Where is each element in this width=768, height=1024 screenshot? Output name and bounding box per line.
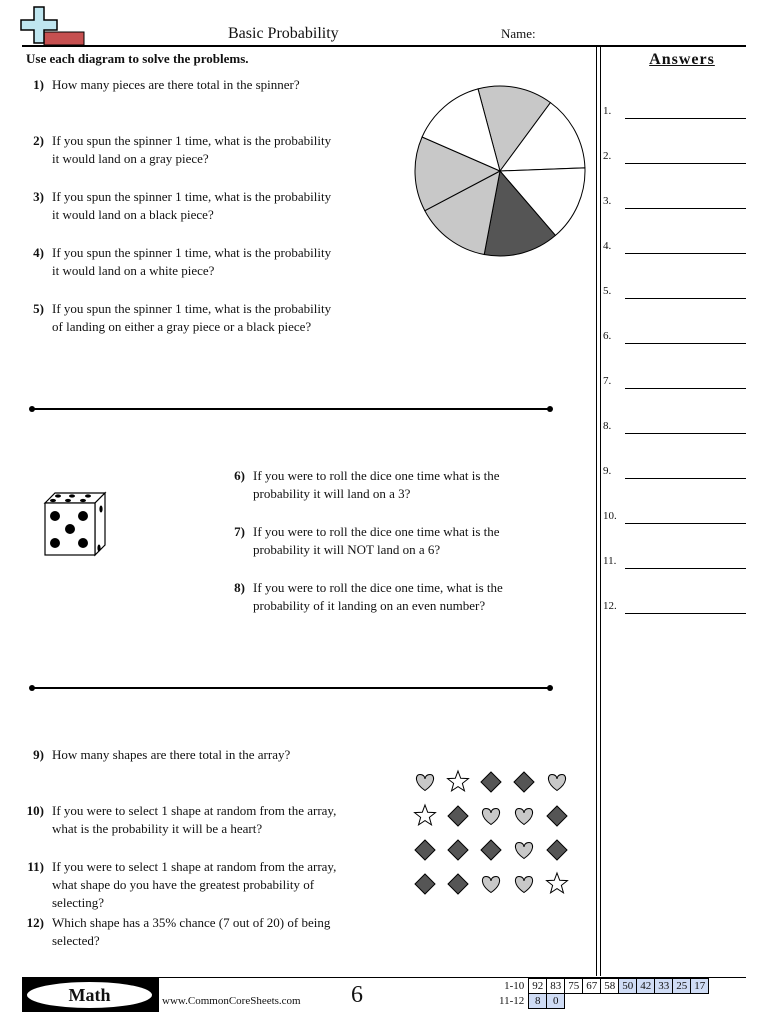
heart-icon (515, 843, 532, 859)
question-text: If you spun the spinner 1 time, what is the probability (52, 189, 332, 204)
question-text: If you were to select 1 shape at random from the array, (52, 803, 337, 818)
score-cell: 8 (529, 994, 547, 1009)
plus-logo-icon (20, 6, 86, 48)
score-cell: 83 (547, 979, 565, 994)
score-cell: 75 (565, 979, 583, 994)
answer-column-divider (596, 46, 597, 976)
star-icon (547, 873, 568, 893)
score-cell: 92 (529, 979, 547, 994)
score-row-label: 11-12 (499, 995, 525, 1007)
question-number: 2) (33, 133, 44, 148)
answer-blank-8[interactable] (625, 433, 746, 434)
score-table (496, 978, 709, 1009)
question-number: 6) (234, 468, 245, 483)
question-number: 12) (26, 915, 44, 930)
question-number: 1) (33, 77, 44, 92)
question-text: it would land on a gray piece? (52, 151, 209, 166)
answer-blank-2[interactable] (625, 163, 746, 164)
question-text: If you spun the spinner 1 time, what is the probability (52, 301, 332, 316)
question-text: If you spun the spinner 1 time, what is the probability (52, 245, 332, 260)
question-text: probability it will NOT land on a 6? (253, 542, 441, 557)
diamond-icon (448, 874, 468, 894)
score-cell: 25 (673, 979, 691, 994)
math-badge (22, 978, 159, 1012)
answer-number: 1. (603, 105, 612, 117)
question-text: what is the probability it will be a heart? (52, 821, 263, 836)
question-text: If you spun the spinner 1 time, what is the probability (52, 133, 332, 148)
heart-icon (515, 809, 532, 825)
question-text: How many pieces are there total in the spinner? (52, 77, 300, 92)
answer-column-divider-inner (600, 46, 601, 976)
diamond-icon (481, 840, 501, 860)
answer-blank-5[interactable] (625, 298, 746, 299)
question-text: it would land on a white piece? (52, 263, 215, 278)
diamond-icon (448, 840, 468, 860)
question-text: probability it will land on a 3? (253, 486, 411, 501)
question-number: 3) (33, 189, 44, 204)
answer-number: 4. (603, 240, 612, 252)
logo-bar (44, 32, 84, 45)
answers-title: Answers (649, 51, 715, 68)
question-text: If you were to roll the dice one time, what is the (253, 580, 503, 595)
answer-blank-9[interactable] (625, 478, 746, 479)
answer-blank-6[interactable] (625, 343, 746, 344)
header-rule (22, 45, 746, 47)
heart-icon (482, 809, 499, 825)
score-cell: 33 (655, 979, 673, 994)
question-number: 4) (33, 245, 44, 260)
website-link[interactable]: www.CommonCoreSheets.com (162, 995, 301, 1007)
score-cell: 42 (637, 979, 655, 994)
answer-number: 6. (603, 330, 612, 342)
question-text: selected? (52, 933, 100, 948)
question-text: If you were to roll the dice one time what is the (253, 524, 500, 539)
instructions: Use each diagram to solve the problems. (26, 51, 249, 66)
question-number: 10) (26, 803, 44, 818)
star-icon (448, 771, 469, 791)
answer-number: 3. (603, 195, 612, 207)
answer-number: 8. (603, 420, 612, 432)
question-text: How many shapes are there total in the array? (52, 747, 291, 762)
diamond-icon (547, 806, 567, 826)
question-text: If you were to select 1 shape at random from the array, (52, 859, 337, 874)
question-number: 9) (33, 747, 44, 762)
answer-number: 12. (603, 600, 617, 612)
score-row-label: 1-10 (504, 980, 525, 992)
star-icon (415, 805, 436, 825)
answer-number: 9. (603, 465, 612, 477)
shape-array (408, 766, 576, 902)
heart-icon (515, 877, 532, 893)
answer-blank-4[interactable] (625, 253, 746, 254)
score-cell: 50 (619, 979, 637, 994)
grade-number: 6 (351, 982, 363, 1008)
question-text: selecting? (52, 895, 104, 910)
question-text: of landing on either a gray piece or a black piece? (52, 319, 312, 334)
answer-number: 10. (603, 510, 617, 522)
answer-number: 5. (603, 285, 612, 297)
math-label: Math (27, 982, 152, 1008)
answer-blank-3[interactable] (625, 208, 746, 209)
page-title: Basic Probability (228, 25, 339, 42)
score-row (496, 994, 709, 1009)
diamond-icon (514, 772, 534, 792)
question-text: probability of it landing on an even number? (253, 598, 486, 613)
question-number: 7) (234, 524, 245, 539)
question-text: Which shape has a 35% chance (7 out of 20) of being (52, 915, 331, 930)
diamond-icon (415, 874, 435, 894)
diamond-icon (547, 840, 567, 860)
diamond-icon (481, 772, 501, 792)
answer-blank-11[interactable] (625, 568, 746, 569)
answer-number: 2. (603, 150, 612, 162)
answer-blank-10[interactable] (625, 523, 746, 524)
heart-icon (548, 775, 565, 791)
question-number: 11) (27, 859, 44, 874)
question-number: 8) (234, 580, 245, 595)
heart-icon (416, 775, 433, 791)
score-cell: 0 (547, 994, 565, 1009)
score-row (496, 979, 709, 994)
divider-endpoint (547, 685, 553, 691)
question-text: it would land on a black piece? (52, 207, 214, 222)
answer-blank-7[interactable] (625, 388, 746, 389)
dice-icon (43, 491, 109, 557)
spinner-chart (414, 84, 588, 260)
score-cell: 58 (601, 979, 619, 994)
answer-blank-1[interactable] (625, 118, 746, 119)
section-divider (32, 408, 550, 410)
score-cell: 67 (583, 979, 601, 994)
diamond-icon (448, 806, 468, 826)
question-text: what shape do you have the greatest probability of (52, 877, 315, 892)
heart-icon (482, 877, 499, 893)
name-label: Name: (501, 26, 536, 41)
answer-blank-12[interactable] (625, 613, 746, 614)
divider-endpoint (547, 406, 553, 412)
score-cell: 17 (691, 979, 709, 994)
answer-number: 7. (603, 375, 612, 387)
question-text: If you were to roll the dice one time what is the (253, 468, 500, 483)
answer-number: 11. (603, 555, 617, 567)
diamond-icon (415, 840, 435, 860)
section-divider (32, 687, 550, 689)
question-number: 5) (33, 301, 44, 316)
logo (20, 6, 86, 48)
